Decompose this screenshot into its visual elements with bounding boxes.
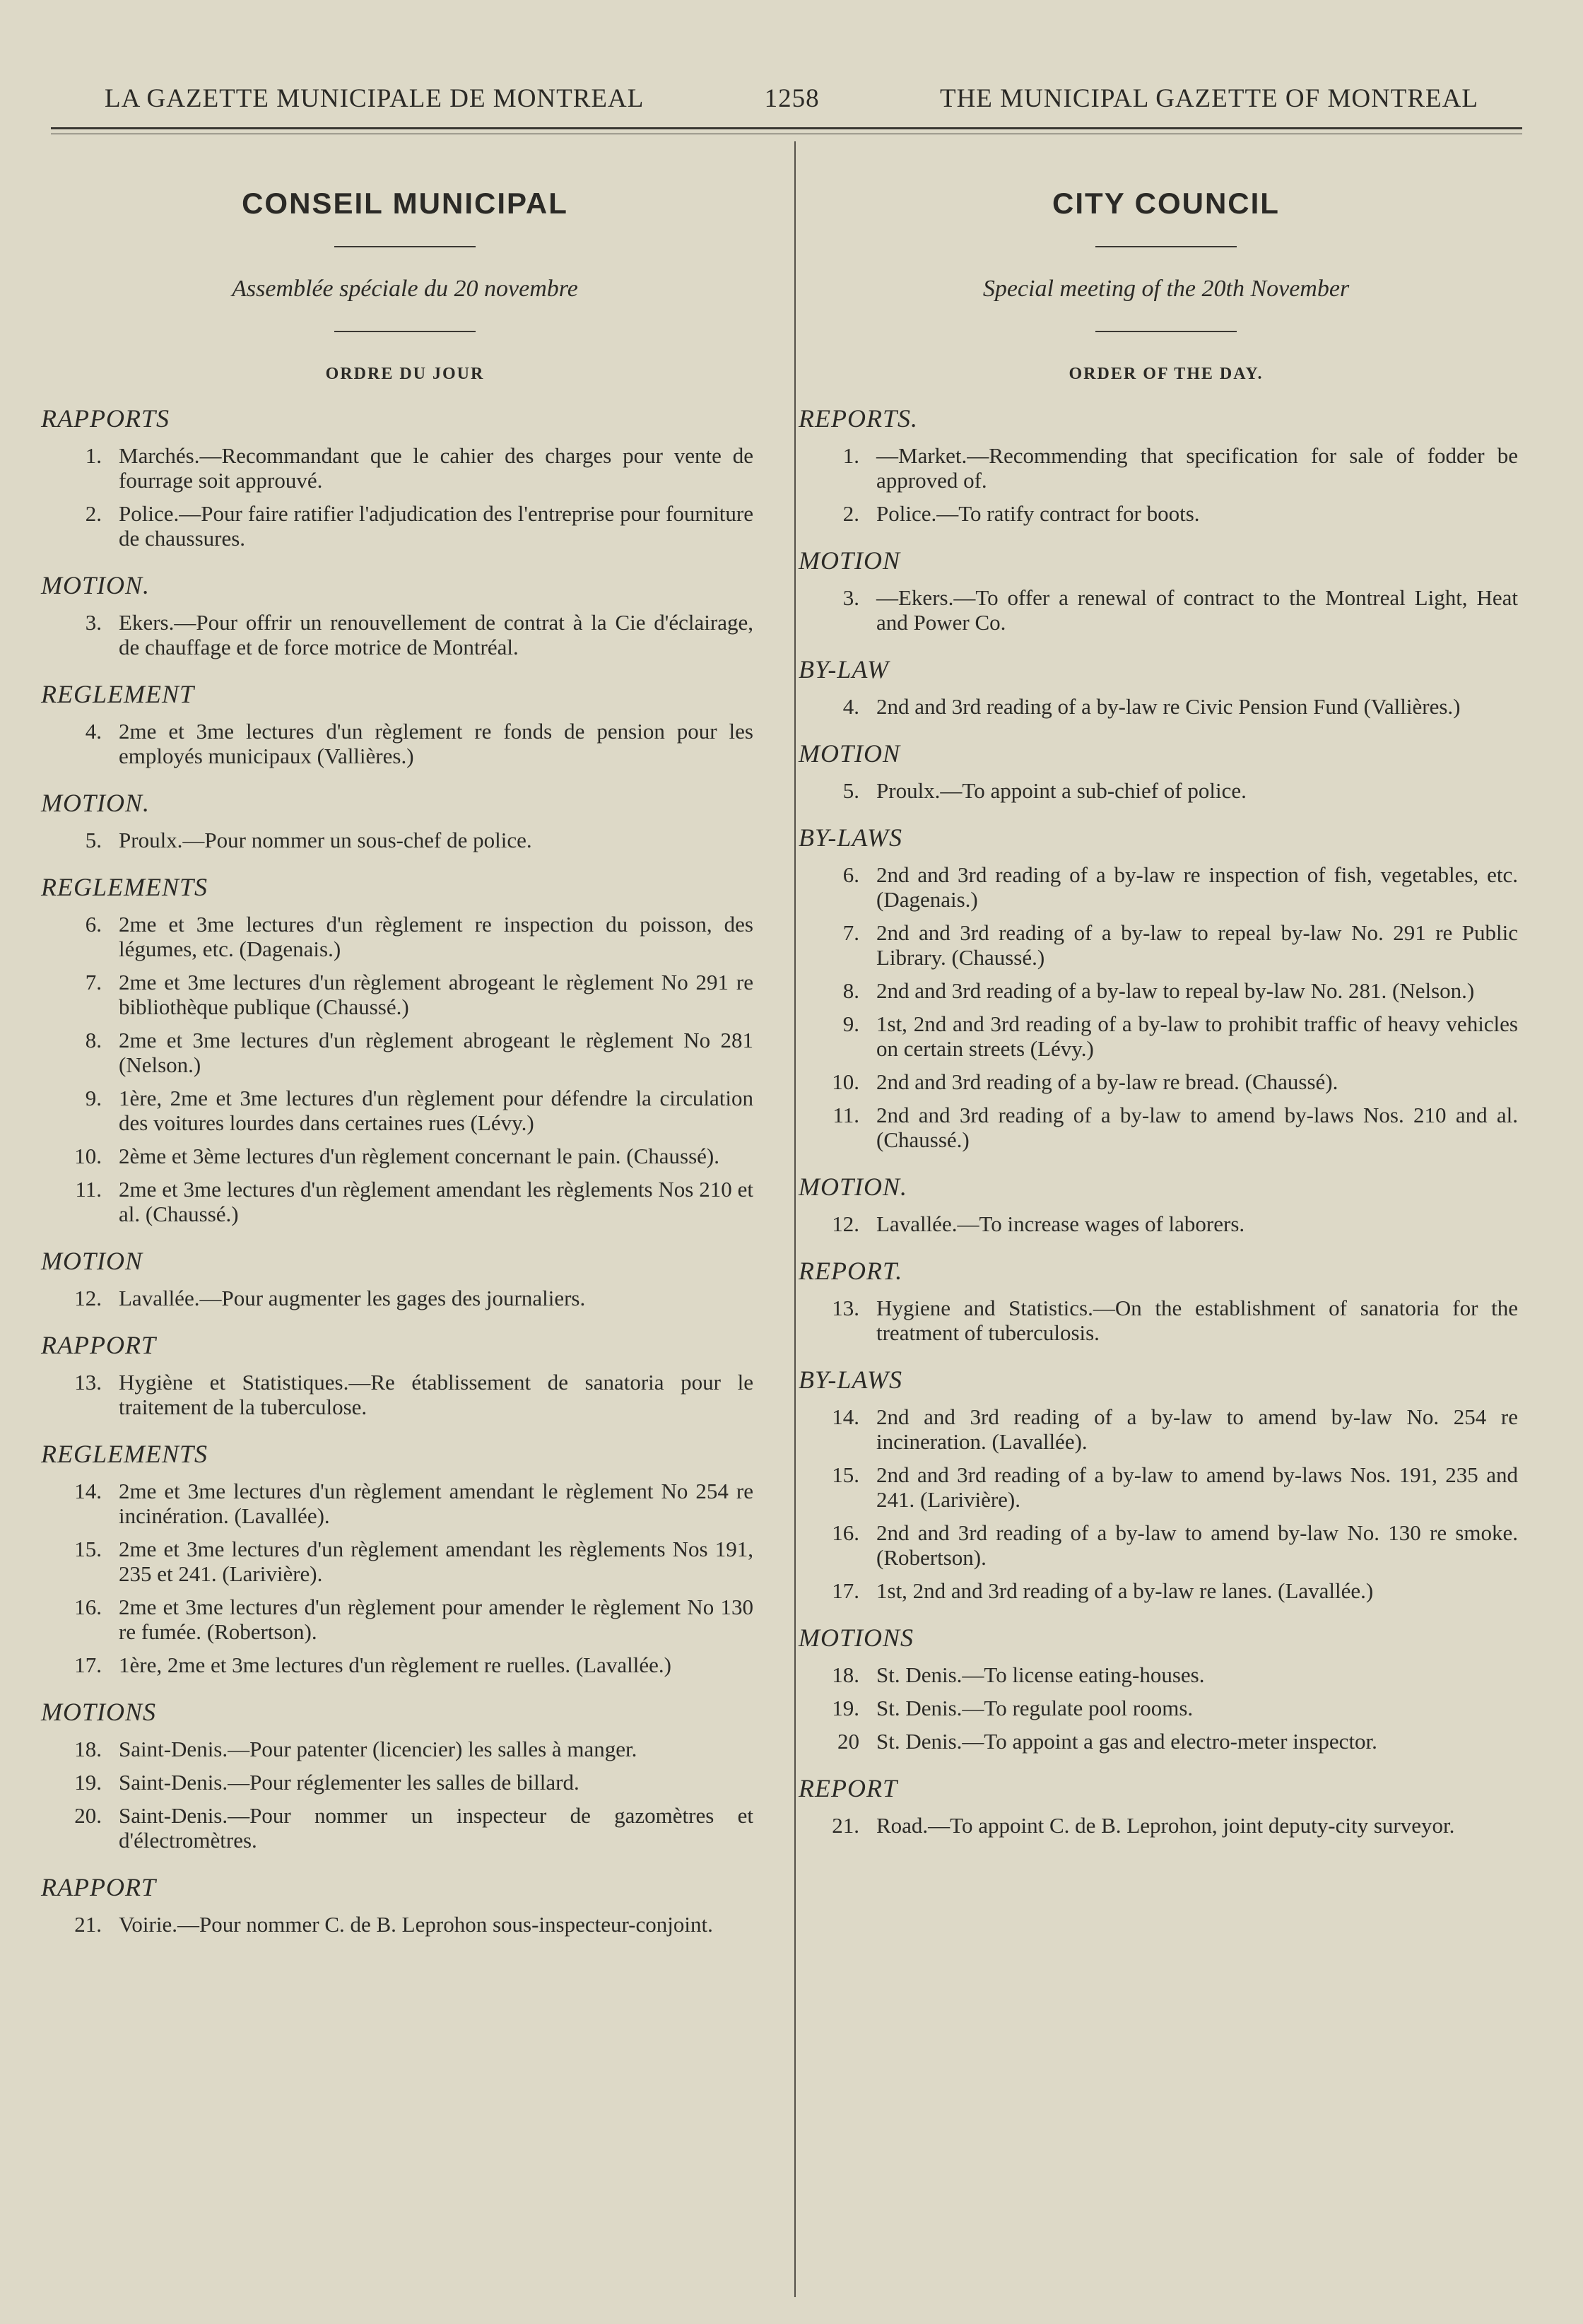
- agenda-item: [41, 1912, 769, 1937]
- agenda-item: [41, 1770, 769, 1795]
- item-number: 17.: [832, 1578, 859, 1603]
- section-heading: BY-LAW: [799, 655, 889, 683]
- agenda-item: [799, 1069, 1534, 1094]
- agenda-section: [799, 1623, 1534, 1754]
- item-text: 2me et 3me lectures d'un règlement re fonds de pension pour les employés municipaux (Vallières.): [119, 719, 753, 768]
- agenda-item: [41, 1086, 769, 1135]
- item-text: 2me et 3me lectures d'un règlement pour amender le règlement No 130 re fumée. (Robertson).: [119, 1595, 753, 1644]
- item-number: 10.: [832, 1069, 859, 1094]
- item-number: 1.: [85, 443, 102, 468]
- item-number: 18.: [74, 1737, 102, 1761]
- item-number: 20.: [74, 1803, 102, 1828]
- agenda-section: [41, 1330, 769, 1419]
- agenda-section: [799, 1256, 1534, 1345]
- item-text: Hygiene and Statistics.—On the establishment of sanatoria for the treatment of tuberculosis.: [876, 1296, 1518, 1345]
- item-text: 2nd and 3rd reading of a by-law re Civic Pension Fund (Vallières.): [876, 694, 1461, 719]
- section-heading: MOTIONS: [799, 1624, 914, 1652]
- item-number: 8.: [85, 1028, 102, 1052]
- section-heading: REPORTS.: [799, 404, 918, 433]
- section-heading: MOTION: [41, 1247, 143, 1275]
- item-text: 2nd and 3rd reading of a by-law to amend by-laws Nos. 210 and al. (Chaussé.): [876, 1103, 1518, 1152]
- section-heading: MOTION.: [41, 571, 151, 599]
- item-text: St. Denis.—To license eating-houses.: [876, 1662, 1205, 1687]
- section-heading: REGLEMENTS: [41, 873, 208, 901]
- agenda-item: [799, 778, 1534, 803]
- agenda-item: [41, 1177, 769, 1226]
- section-heading: REPORT: [799, 1774, 898, 1802]
- agenda-item: [41, 1653, 769, 1677]
- item-text: 2me et 3me lectures d'un règlement amendant le règlement No 254 re incinération. (Lavallée).: [119, 1479, 753, 1528]
- agenda-item: [41, 912, 769, 961]
- item-text: —Market.—Recommending that specification for sale of fodder be approved of.: [876, 443, 1518, 493]
- item-text: 2nd and 3rd reading of a by-law to amend by-laws Nos. 191, 235 and 241. (Larivière).: [876, 1462, 1518, 1512]
- item-text: 2nd and 3rd reading of a by-law re bread. (Chaussé).: [876, 1069, 1338, 1094]
- item-text: Lavallée.—Pour augmenter les gages des journaliers.: [119, 1286, 586, 1310]
- item-number: 2.: [85, 501, 102, 526]
- agenda-item: [799, 694, 1534, 719]
- section-heading: MOTION: [799, 546, 901, 575]
- section-heading: MOTION.: [41, 789, 151, 817]
- item-number: 5.: [85, 828, 102, 852]
- agenda-item: [799, 1813, 1534, 1838]
- header-french-title: LA GAZETTE MUNICIPALE DE MONTREAL: [105, 84, 645, 113]
- item-number: 18.: [832, 1662, 859, 1687]
- item-number: 20: [837, 1729, 859, 1754]
- agenda-item: [799, 443, 1534, 493]
- item-text: —Ekers.—To offer a renewal of contract to the Montreal Light, Heat and Power Co.: [876, 585, 1518, 635]
- item-number: 14.: [832, 1404, 859, 1429]
- subtitle-rule: [334, 331, 476, 332]
- item-number: 4.: [85, 719, 102, 744]
- agenda-item: [41, 1144, 769, 1168]
- item-number: 14.: [74, 1479, 102, 1503]
- item-text: 2me et 3me lectures d'un règlement abrogeant le règlement No 291 re bibliothèque publique (Chaussé.): [119, 970, 753, 1019]
- agenda-item: [41, 1370, 769, 1419]
- agenda-item: [799, 920, 1534, 970]
- agenda-section: [41, 1439, 769, 1677]
- agenda-section: [799, 1172, 1534, 1236]
- item-number: 13.: [74, 1370, 102, 1395]
- item-text: Saint-Denis.—Pour patenter (licencier) les salles à manger.: [119, 1737, 637, 1761]
- subtitle-rule: [1095, 331, 1237, 332]
- agenda-item: [799, 1462, 1534, 1512]
- item-text: St. Denis.—To appoint a gas and electro-meter inspector.: [876, 1729, 1377, 1754]
- item-number: 19.: [74, 1770, 102, 1795]
- item-text: Marchés.—Recommandant que le cahier des charges pour vente de fourrage soit approuvé.: [119, 443, 753, 493]
- item-text: 2nd and 3rd reading of a by-law re inspection of fish, vegetables, etc. (Dagenais.): [876, 862, 1518, 912]
- english-subtitle: Special meeting of the 20th November: [982, 276, 1350, 302]
- header-english-title: THE MUNICIPAL GAZETTE OF MONTREAL: [939, 84, 1478, 113]
- english-title: CITY COUNCIL: [1052, 187, 1280, 220]
- section-heading: REPORT.: [799, 1257, 903, 1285]
- agenda-item: [799, 1729, 1534, 1754]
- item-text: 2me et 3me lectures d'un règlement amendant les règlements Nos 210 et al. (Chaussé.): [119, 1177, 753, 1226]
- agenda-item: [41, 443, 769, 493]
- item-text: Saint-Denis.—Pour nommer un inspecteur de gazomètres et d'électromètres.: [119, 1803, 753, 1853]
- item-text: Police.—Pour faire ratifier l'adjudication des l'entreprise pour fourniture de chaussures.: [119, 501, 753, 551]
- item-number: 4.: [842, 694, 859, 719]
- item-text: Lavallée.—To increase wages of laborers.: [876, 1211, 1245, 1236]
- page-header: [49, 83, 1534, 114]
- item-text: 2me et 3me lectures d'un règlement abrogeant le règlement No 281 (Nelson.): [119, 1028, 753, 1077]
- agenda-section: [799, 823, 1534, 1152]
- french-agenda: [41, 404, 769, 1937]
- item-text: Voirie.—Pour nommer C. de B. Leprohon sous-inspecteur-conjoint.: [119, 1912, 713, 1937]
- agenda-section: [41, 570, 769, 659]
- agenda-item: [799, 501, 1534, 526]
- agenda-section: [799, 546, 1534, 635]
- agenda-section: [799, 739, 1534, 803]
- agenda-item: [799, 585, 1534, 635]
- page-number: 1258: [764, 84, 820, 113]
- english-agenda: [799, 404, 1534, 1838]
- agenda-section: [41, 1872, 769, 1937]
- agenda-item: [41, 1479, 769, 1528]
- item-number: 8.: [842, 978, 859, 1003]
- french-order-heading: ORDRE DU JOUR: [325, 365, 485, 383]
- agenda-item: [799, 1520, 1534, 1570]
- section-heading: MOTION: [799, 739, 901, 768]
- agenda-item: [41, 1803, 769, 1853]
- section-heading: MOTION.: [799, 1173, 908, 1201]
- french-subtitle: Assemblée spéciale du 20 novembre: [232, 276, 578, 302]
- agenda-item: [41, 1537, 769, 1586]
- item-number: 12.: [74, 1286, 102, 1310]
- item-number: 1.: [842, 443, 859, 468]
- item-number: 21.: [832, 1813, 859, 1838]
- agenda-section: [41, 1697, 769, 1853]
- agenda-section: [799, 1773, 1534, 1838]
- item-number: 7.: [842, 920, 859, 945]
- item-text: 1st, 2nd and 3rd reading of a by-law to prohibit traffic of heavy vehicles on certain streets (Lévy.): [876, 1011, 1518, 1061]
- item-text: 2ème et 3ème lectures d'un règlement concernant le pain. (Chaussé).: [119, 1144, 719, 1168]
- section-heading: RAPPORT: [41, 1873, 156, 1901]
- agenda-item: [799, 1296, 1534, 1345]
- agenda-section: [41, 872, 769, 1226]
- item-text: 2nd and 3rd reading of a by-law to amend by-law No. 254 re incineration. (Lavallée).: [876, 1404, 1518, 1454]
- agenda-item: [799, 862, 1534, 912]
- agenda-item: [799, 1404, 1534, 1454]
- column-divider: [794, 141, 796, 2297]
- item-text: Police.—To ratify contract for boots.: [876, 501, 1200, 526]
- item-number: 12.: [832, 1211, 859, 1236]
- item-number: 6.: [85, 912, 102, 937]
- item-text: St. Denis.—To regulate pool rooms.: [876, 1696, 1194, 1720]
- agenda-item: [799, 1578, 1534, 1603]
- agenda-item: [41, 1737, 769, 1761]
- item-number: 15.: [832, 1462, 859, 1487]
- item-number: 17.: [74, 1653, 102, 1677]
- section-heading: MOTIONS: [41, 1698, 157, 1726]
- item-number: 16.: [74, 1595, 102, 1619]
- section-heading: REGLEMENT: [41, 680, 195, 708]
- item-number: 5.: [842, 778, 859, 803]
- agenda-section: [41, 404, 769, 551]
- agenda-item: [41, 1286, 769, 1310]
- agenda-item: [41, 719, 769, 768]
- item-text: 2nd and 3rd reading of a by-law to repeal by-law No. 281. (Nelson.): [876, 978, 1475, 1003]
- item-number: 21.: [74, 1912, 102, 1937]
- title-rule: [1095, 246, 1237, 247]
- agenda-item: [41, 970, 769, 1019]
- french-column: [41, 177, 769, 1945]
- item-number: 6.: [842, 862, 859, 887]
- item-text: Road.—To appoint C. de B. Leprohon, joint deputy-city surveyor.: [876, 1813, 1455, 1838]
- agenda-item: [799, 1696, 1534, 1720]
- section-heading: RAPPORTS: [41, 404, 170, 433]
- section-heading: RAPPORT: [41, 1331, 156, 1359]
- section-heading: REGLEMENTS: [41, 1440, 208, 1468]
- item-text: 2nd and 3rd reading of a by-law to repeal by-law No. 291 re Public Library. (Chaussé.): [876, 920, 1518, 970]
- item-text: 1st, 2nd and 3rd reading of a by-law re lanes. (Lavallée.): [876, 1578, 1374, 1603]
- item-text: 1ère, 2me et 3me lectures d'un règlement re ruelles. (Lavallée.): [119, 1653, 671, 1677]
- item-number: 13.: [832, 1296, 859, 1320]
- item-number: 9.: [842, 1011, 859, 1036]
- agenda-item: [41, 1028, 769, 1077]
- item-number: 19.: [832, 1696, 859, 1720]
- item-text: 1ère, 2me et 3me lectures d'un règlement pour défendre la circulation des voitures lourdes dans certaines rues (Lévy.): [119, 1086, 753, 1135]
- item-number: 10.: [74, 1144, 102, 1168]
- agenda-section: [41, 1246, 769, 1310]
- item-number: 7.: [85, 970, 102, 994]
- item-text: Proulx.—Pour nommer un sous-chef de police.: [119, 828, 532, 852]
- agenda-item: [799, 1011, 1534, 1061]
- item-text: Ekers.—Pour offrir un renouvellement de contrat à la Cie d'éclairage, de chauffage et de force motrice de Montréal.: [119, 610, 753, 659]
- item-number: 11.: [832, 1103, 859, 1127]
- english-column: [799, 177, 1534, 1846]
- english-order-heading: ORDER OF THE DAY.: [1069, 365, 1264, 383]
- title-rule: [334, 246, 476, 247]
- item-number: 9.: [85, 1086, 102, 1110]
- agenda-section: [799, 404, 1534, 526]
- item-text: Hygiène et Statistiques.—Re établissement de sanatoria pour le traitement de la tuberculose.: [119, 1370, 753, 1419]
- agenda-section: [41, 679, 769, 768]
- agenda-item: [799, 978, 1534, 1003]
- agenda-item: [799, 1103, 1534, 1152]
- item-text: 2me et 3me lectures d'un règlement amendant les règlements Nos 191, 235 et 241. (Larivière).: [119, 1537, 753, 1586]
- item-text: Saint-Denis.—Pour réglementer les salles de billard.: [119, 1770, 579, 1795]
- agenda-item: [41, 610, 769, 659]
- section-heading: BY-LAWS: [799, 823, 902, 852]
- item-number: 3.: [842, 585, 859, 610]
- agenda-item: [799, 1662, 1534, 1687]
- header-rule: [51, 127, 1522, 129]
- item-number: 3.: [85, 610, 102, 635]
- agenda-section: [41, 788, 769, 852]
- item-number: 2.: [842, 501, 859, 526]
- agenda-section: [799, 1365, 1534, 1603]
- item-number: 16.: [832, 1520, 859, 1545]
- item-text: 2me et 3me lectures d'un règlement re inspection du poisson, des légumes, etc. (Dagenais.): [119, 912, 753, 961]
- section-heading: BY-LAWS: [799, 1366, 902, 1394]
- agenda-item: [41, 828, 769, 852]
- agenda-item: [799, 1211, 1534, 1236]
- item-text: 2nd and 3rd reading of a by-law to amend by-law No. 130 re smoke. (Robertson).: [876, 1520, 1518, 1570]
- item-text: Proulx.—To appoint a sub-chief of police.: [876, 778, 1247, 803]
- agenda-item: [41, 1595, 769, 1644]
- item-number: 15.: [74, 1537, 102, 1561]
- french-title: CONSEIL MUNICIPAL: [242, 187, 568, 220]
- agenda-section: [799, 655, 1534, 719]
- agenda-item: [41, 501, 769, 551]
- item-number: 11.: [75, 1177, 102, 1202]
